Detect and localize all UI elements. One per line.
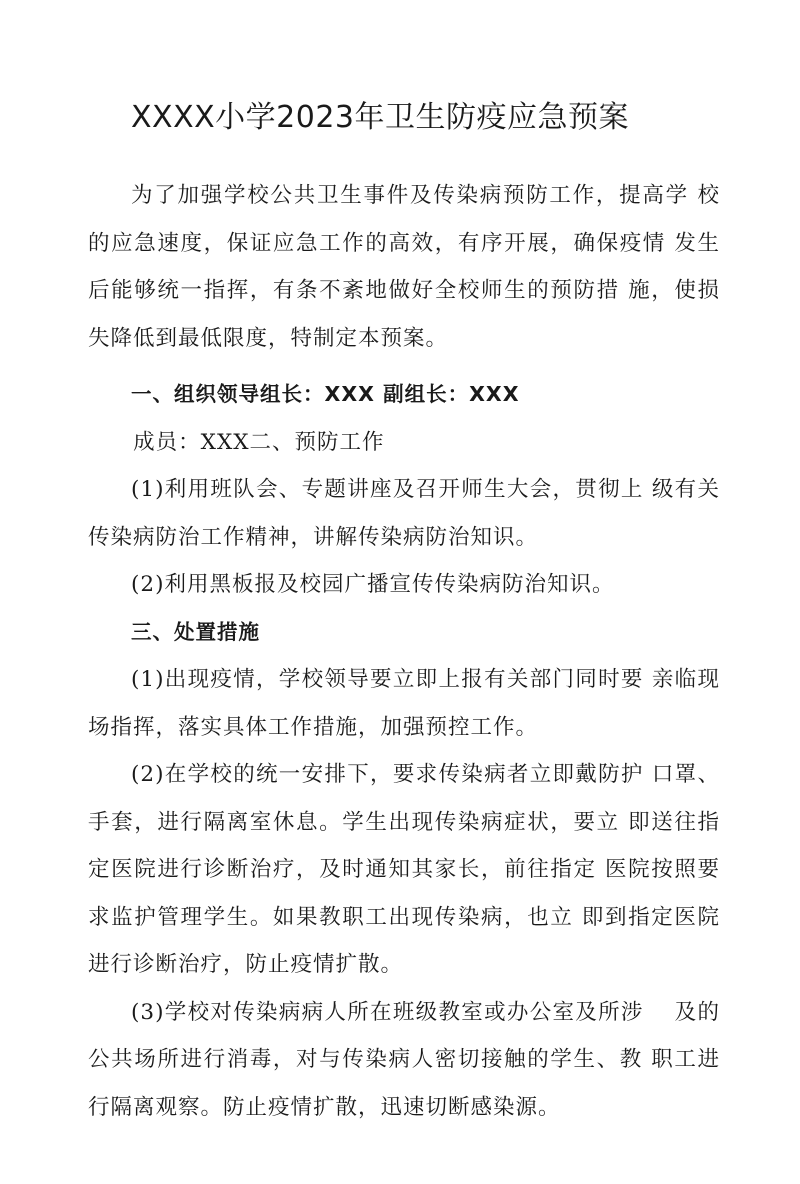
prevention-item-1: (1)利用班队会、专题讲座及召开师生大会，贯彻上 级有关传染病防治工作精神，讲解传染病防治知识。: [88, 477, 720, 550]
document-title: XXXX小学2023年卫生防疫应急预案: [130, 100, 630, 135]
section-3-heading: 三、处置措施: [131, 619, 261, 644]
section-1-members: 成员：XXX二、预防工作: [133, 429, 385, 455]
document-body: [88, 172, 720, 1131]
measure-item-2: (2)在学校的统一安排下，要求传染病者立即戴防护 口罩、手套，进行隔离室休息。学生出现传染病症状，要立 即送往指定医院进行诊断治疗，及时通知其家长，前往指定 医院按照要求监护管理学生。如果教职工出现传染病，也立 即到指定医院进行诊断治疗，防止疫情扩散。: [88, 762, 720, 977]
prevention-item-2: (2)利用黑板报及校园广播宣传传染病防治知识。: [131, 572, 615, 597]
section-1-heading: 一、组织领导组长：XXX 副组长：XXX: [131, 382, 520, 406]
measure-item-1: (1)出现疫情，学校领导要立即上报有关部门同时要 亲临现场指挥，落实具体工作措施，加强预控工作。: [88, 667, 720, 740]
intro-paragraph: 为了加强学校公共卫生事件及传染病预防工作，提高学 校的应急速度，保证应急工作的高效，有序开展，确保疫情 发生后能够统一指挥，有条不紊地做好全校师生的预防措 施，使损失降低到最低限度，特制定本预案。: [88, 183, 720, 351]
measure-item-3: (3)学校对传染病病人所在班级教室或办公室及所涉 及的公共场所进行消毒，对与传染病人密切接触的学生、教 职工进行隔离观察。防止疫情扩散，迅速切断感染源。: [88, 999, 720, 1120]
